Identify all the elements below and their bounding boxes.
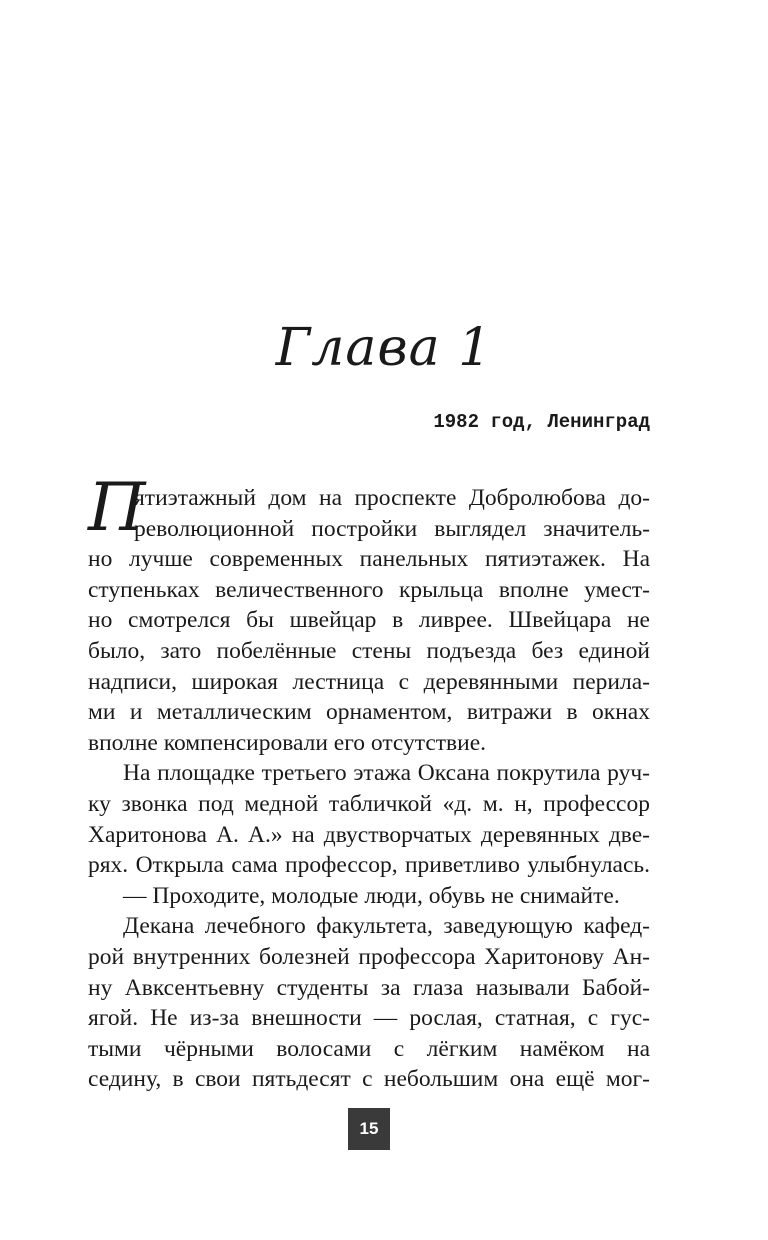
text-line: седину, в свои пятьдесят с небольшим она ещё мог- xyxy=(88,1066,650,1093)
body-text xyxy=(88,469,650,1095)
text-line: вполне компенсировали его отсутствие. xyxy=(88,729,487,756)
chapter-title: Глава 1 xyxy=(275,318,493,378)
text-line: ну Авксентьевну студенты за глаза называли Бабой- xyxy=(88,974,650,1001)
first-paragraph xyxy=(88,469,650,758)
second-paragraph xyxy=(88,758,650,880)
text-line: надписи, широкая лестница с деревянными перила- xyxy=(88,668,650,695)
text-line: ступеньках величественного крыльца вполне умест- xyxy=(88,576,650,603)
text-line: ми и металлическим орнаментом, витражи в окнах xyxy=(88,699,650,726)
text-line: рях. Открыла сама профессор, приветливо улыбнулась. xyxy=(88,852,650,879)
text-line: Харитонова А. А.» на двустворчатых деревянных две- xyxy=(88,821,650,848)
text-line: На площадке третьего этажа Оксана покрутила руч- xyxy=(123,760,650,787)
drop-cap: П xyxy=(88,469,146,546)
text-line: ягой. Не из-за внешности — рослая, статная, с гус- xyxy=(88,1005,650,1032)
text-line: — Проходите, молодые люди, обувь не снимайте. xyxy=(123,882,620,909)
chapter-epigraph: 1982 год, Ленинград xyxy=(433,411,650,433)
text-line: было, зато побелённые стены подъезда без единой xyxy=(88,637,650,664)
page-number: 15 xyxy=(348,1108,390,1150)
text-line: но смотрелся бы швейцар в ливрее. Швейцара не xyxy=(88,607,650,634)
third-paragraph xyxy=(88,911,650,1095)
text-line: Декана лечебного факультета, заведующую кафед- xyxy=(123,913,650,940)
text-line: революционной постройки выглядел значитель- xyxy=(134,515,650,542)
dialogue-paragraph xyxy=(88,881,650,912)
text-line: ятиэтажный дом на проспекте Добролюбова до- xyxy=(134,485,650,511)
text-line: но лучше современных панельных пятиэтажек. На xyxy=(88,546,650,573)
text-line: рой внутренних болезней профессора Харитонову Ан- xyxy=(88,943,650,970)
text-line: ку звонка под медной табличкой «д. м. н, профессор xyxy=(88,790,650,817)
text-line: тыми чёрными волосами с лёгким намёком на xyxy=(88,1035,650,1062)
